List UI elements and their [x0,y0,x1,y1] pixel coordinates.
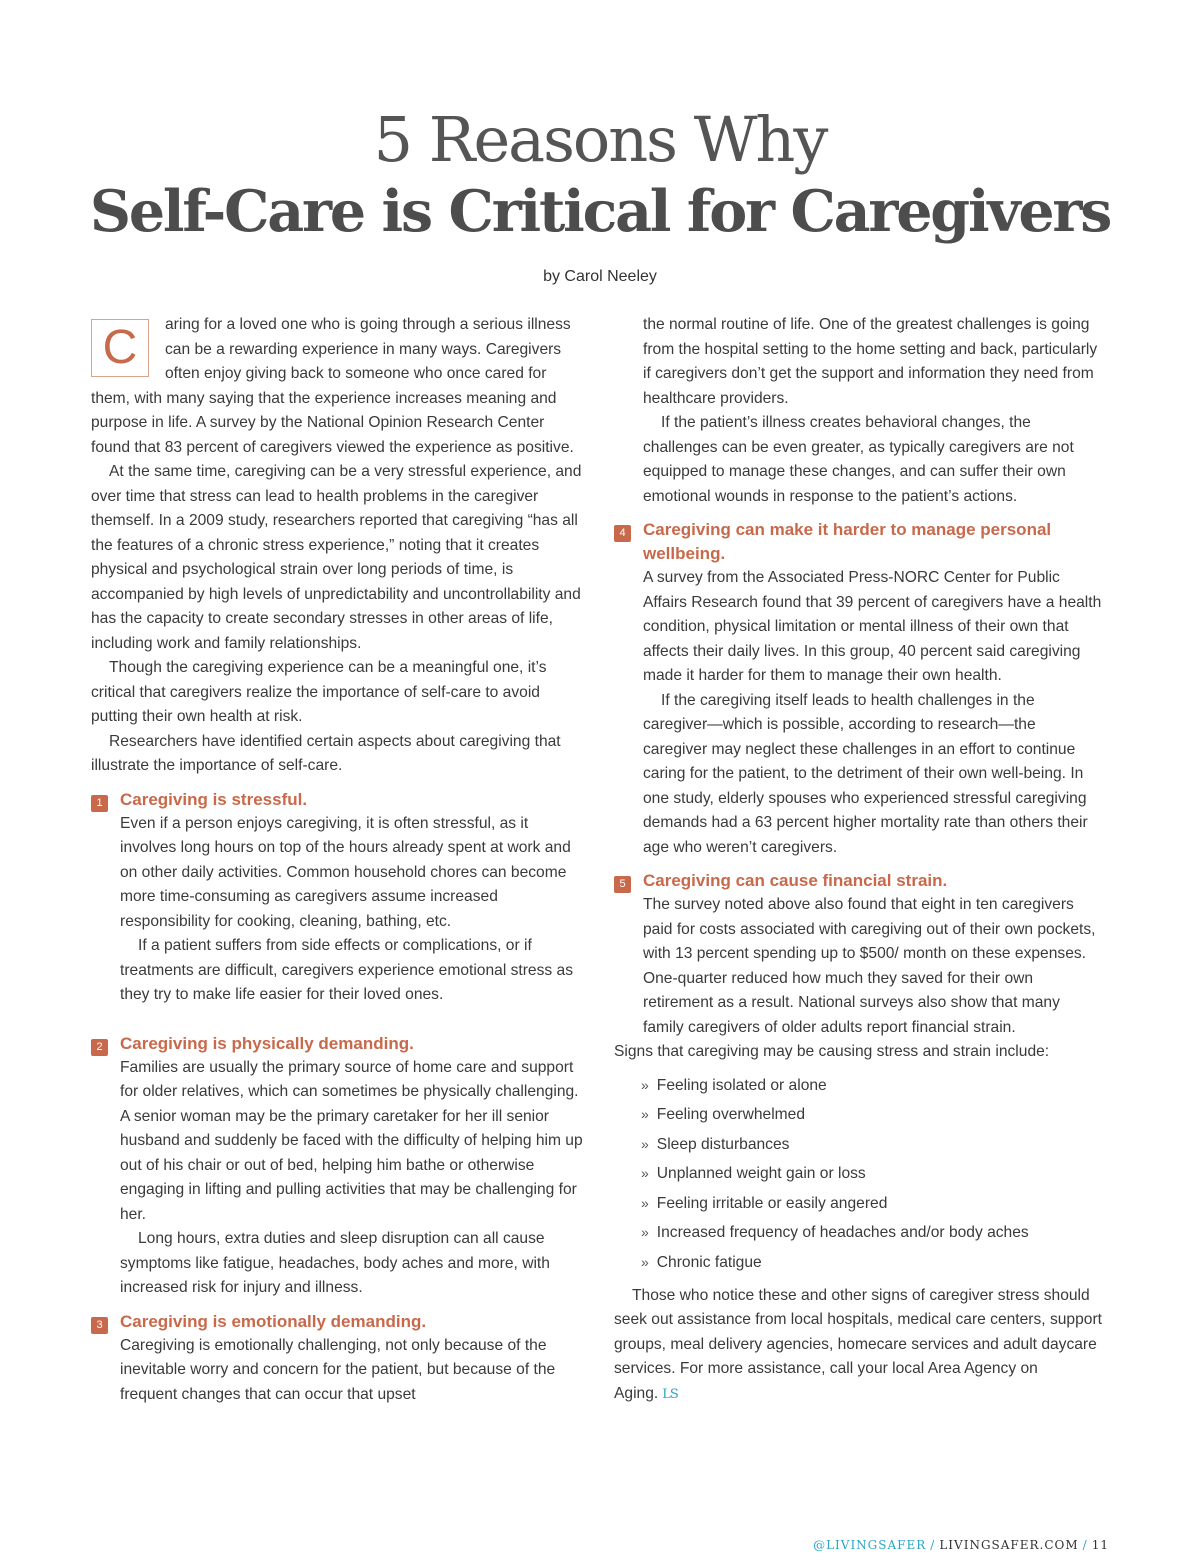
website: LIVINGSAFER.COM [939,1538,1079,1552]
section-paragraph: The survey noted above also found that eight in ten caregivers paid for costs associated with caregiving out of their own pockets, with 13 percent spending up to $500/ month on these expenses. One-quarter reduced how much they saved for their own retirement as a result. National surveys also show that many family caregivers of older adults report financial strain. [643,896,1096,1036]
signs-intro: Signs that caregiving may be causing stress and strain include: [614,1043,1050,1060]
section-heading-text: Caregiving is physically demanding. [120,1033,414,1053]
section-body [614,893,1102,1040]
section-1 [91,788,583,1008]
section-paragraph: Long hours, extra duties and sleep disruption can all cause symptoms like fatigue, headaches, body aches and more, with increased risk for injury and illness. [120,1230,550,1296]
right-column [614,313,1102,1407]
section-paragraph: Caregiving is emotionally challenging, not only because of the inevitable worry and concern for the patient, but because of the frequent changes that can occur that upset [120,1336,556,1403]
list-item [641,1189,1102,1219]
byline: by Carol Neeley [543,268,657,285]
section-heading [91,1310,583,1334]
intro-paragraph-4: Researchers have identified certain aspects about caregiving that illustrate the importance of self-care. [91,732,561,774]
intro-paragraph-3: Though the caregiving experience can be a meaningful one, it’s critical that caregivers realize the importance of self-care to avoid putting their own health at risk. [91,659,547,725]
list-item-text: Sleep disturbances [656,1135,790,1153]
section-number-badge: 5 [614,876,631,893]
left-column [91,313,583,1407]
section-body [91,1334,583,1408]
signs-list [614,1071,1102,1278]
intro-paragraph-1: aring for a loved one who is going through a serious illness can be a rewarding experience in many ways. Caregivers often enjoy giving back to someone who once cared for them, with many saying that the experience increases meaning and purpose in life. A survey by the National Opinion Research Center found that 83 percent of caregivers viewed the experience as positive. [91,316,574,456]
list-item [641,1100,1102,1130]
section-paragraph: If the caregiving itself leads to health challenges in the caregiver—which is possible, according to research—the caregiver may neglect these challenges in an effort to continue caring for the patient, to the detriment of their own well-being. In one study, elderly spouses who experienced stressful caregiving demands had a 63 percent higher mortality rate than others their age who weren’t caregivers. [643,691,1088,856]
section-number-badge: 4 [614,525,631,542]
section-paragraph: the normal routine of life. One of the greatest challenges is going from the hospital setting to the home setting and back, particularly if caregivers don’t get the support and information they need from healthcare providers. [643,316,1098,407]
title-line-2: Self-Care is Critical for Caregivers [89,178,1111,245]
closing-text: Those who notice these and other signs of caregiver stress should seek out assistance from local hospitals, medical care centers, support groups, meal delivery agencies, homecare services and adult daycare services. For more assistance, call your local Area Agency on Aging. [614,1286,1102,1402]
social-handle: @LIVINGSAFER [813,1538,927,1552]
list-item [641,1071,1102,1101]
section-heading-text: Caregiving is emotionally demanding. [120,1311,427,1331]
list-item-text: Feeling overwhelmed [656,1106,806,1124]
list-item-text: Unplanned weight gain or loss [656,1165,866,1183]
section-heading [91,788,583,812]
list-item [641,1130,1102,1160]
bullet-icon: » [641,1194,649,1211]
section-heading-text: Caregiving can make it harder to manage personal wellbeing. [643,520,1052,563]
section-number-badge: 3 [91,1317,108,1334]
section-heading-text: Caregiving is stressful. [120,789,308,809]
section-body [91,812,583,1008]
page-footer [813,1538,1109,1552]
section-heading-text: Caregiving can cause financial strain. [643,871,948,890]
list-item [641,1248,1102,1278]
section-heading [91,1032,583,1056]
end-mark-icon: LS [662,1386,678,1402]
list-item [641,1159,1102,1189]
closing-paragraph [614,1284,1102,1408]
section-number-badge: 1 [91,795,108,812]
section-paragraph: Families are usually the primary source of home care and support for older relatives, which can sometimes be physically challenging. A senior woman may be the primary caretaker for her ill senior husband and suddenly be faced with the difficulty of helping him up out of his chair or out of bed, helping him bathe or otherwise engaging in lifting and pulling activities that may be challenging for her. [120,1058,583,1223]
section-2 [91,1032,583,1301]
bullet-icon: » [641,1076,649,1093]
section-3 [91,1310,583,1408]
bullet-icon: » [641,1165,649,1182]
intro-paragraph-2: At the same time, caregiving can be a very stressful experience, and over time that stress can lead to health problems in the caregiver themself. In a 2009 study, researchers reported that caregiving “has all the features of a chronic stress experience,” noting that it creates physical and psychological strain over long periods of time, is accompanied by high levels of unpredictability and uncontrollability and has the capacity to create secondary stresses in other areas of life, including work and family relationships. [91,463,582,652]
list-item-text: Feeling irritable or easily angered [656,1194,888,1212]
list-item-text: Chronic fatigue [656,1254,762,1272]
section-paragraph: Even if a person enjoys caregiving, it is often stressful, as it involves long hours on top of the hours already spent at work and on other daily activities. Common household chores can become more time-consuming as caregivers assume increased responsibility for cooking, cleaning, bathing, etc. [120,814,571,930]
bullet-icon: » [641,1106,649,1123]
list-item-text: Feeling isolated or alone [656,1076,827,1094]
footer-separator: / [1082,1538,1088,1552]
section-body [91,1056,583,1301]
section-paragraph: If a patient suffers from side effects or complications, or if treatments are difficult, caregivers experience emotional stress as they try to make life easier for their loved ones. [120,937,574,1003]
section-heading [614,518,1102,566]
bullet-icon: » [641,1224,649,1241]
section-3-continued [614,313,1102,509]
list-item [641,1218,1102,1248]
section-5 [614,869,1102,1040]
section-paragraph: A survey from the Associated Press-NORC Center for Public Affairs Research found that 39 percent of caregivers have a health condition, physical limitation or mental illness of their own that affects their daily lives. In this group, 40 percent said caregiving made it harder for them to manage their own health. [643,569,1102,684]
section-4 [614,518,1102,860]
footer-separator: / [930,1538,936,1552]
section-number-badge: 2 [91,1039,108,1056]
bullet-icon: » [641,1135,649,1152]
bullet-icon: » [641,1254,649,1271]
section-paragraph: If the patient’s illness creates behavioral changes, the challenges can be even greater, as typically caregivers are not equipped to manage these changes, and can suffer their own emotional wounds in response to the patient’s actions. [643,414,1074,505]
drop-cap: C [91,319,149,377]
list-item-text: Increased frequency of headaches and/or body aches [656,1224,1029,1242]
page-number: 11 [1091,1538,1109,1552]
section-body [614,566,1102,860]
section-heading [614,869,1102,893]
title-line-1: 5 Reasons Why [373,103,827,176]
